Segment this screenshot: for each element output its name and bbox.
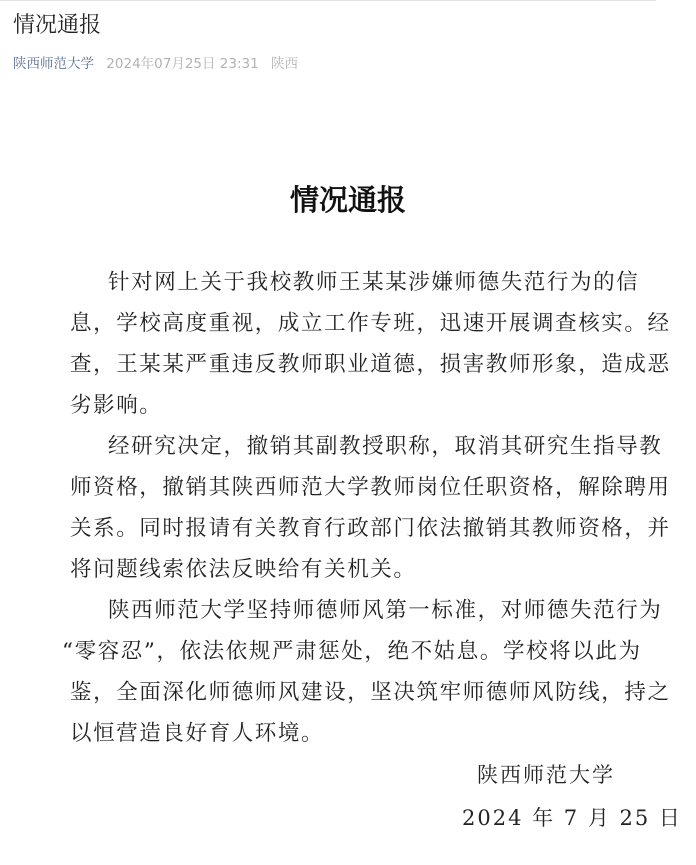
paragraph bbox=[62, 590, 671, 754]
text-line: 将问题线索依法反映给有关机关。 bbox=[70, 557, 417, 582]
document-heading: 情况通报 bbox=[289, 183, 406, 217]
account-name-link[interactable]: 陕西师范大学 bbox=[13, 56, 94, 72]
text-line: 劣影响。 bbox=[70, 393, 163, 418]
text-line: 以恒营造良好育人环境。 bbox=[70, 721, 325, 746]
text-line: 息，学校高度重视，成立工作专班，迅速开展调查核实。经 bbox=[70, 311, 671, 336]
article-meta bbox=[13, 54, 298, 74]
article-title: 情况通报 bbox=[13, 13, 102, 38]
text-line: “零容忍”，依法依规严肃惩处，绝不姑息。学校将以此为 bbox=[62, 639, 642, 664]
text-line: 陕西师范大学坚持师德师风第一标准，对师德失范行为 bbox=[108, 598, 663, 623]
text-line: 经研究决定，撤销其副教授职称，取消其研究生指导教 bbox=[108, 434, 663, 459]
text-line: 关系。同时报请有关教育行政部门依法撤销其教师资格，并 bbox=[70, 516, 671, 541]
signature-organization: 陕西师范大学 bbox=[477, 763, 615, 787]
paragraph bbox=[70, 426, 671, 590]
signature-date: 2024 年 7 月 25 日 bbox=[462, 806, 682, 830]
text-line: 针对网上关于我校教师王某某涉嫌师德失范行为的信 bbox=[108, 270, 640, 295]
paragraph bbox=[70, 262, 671, 426]
text-line: 师资格，撤销其陕西师范大学教师岗位任职资格，解除聘用 bbox=[70, 475, 671, 500]
publish-location: 陕西 bbox=[271, 56, 299, 72]
document-body bbox=[62, 262, 671, 754]
text-line: 查，王某某严重违反教师职业道德，损害教师形象，造成恶 bbox=[70, 352, 671, 377]
text-line: 鉴，全面深化师德师风建设，坚决筑牢师德师风防线，持之 bbox=[70, 680, 671, 705]
publish-date: 2024年07月25日 23:31 bbox=[106, 56, 259, 72]
top-divider bbox=[0, 0, 656, 1]
